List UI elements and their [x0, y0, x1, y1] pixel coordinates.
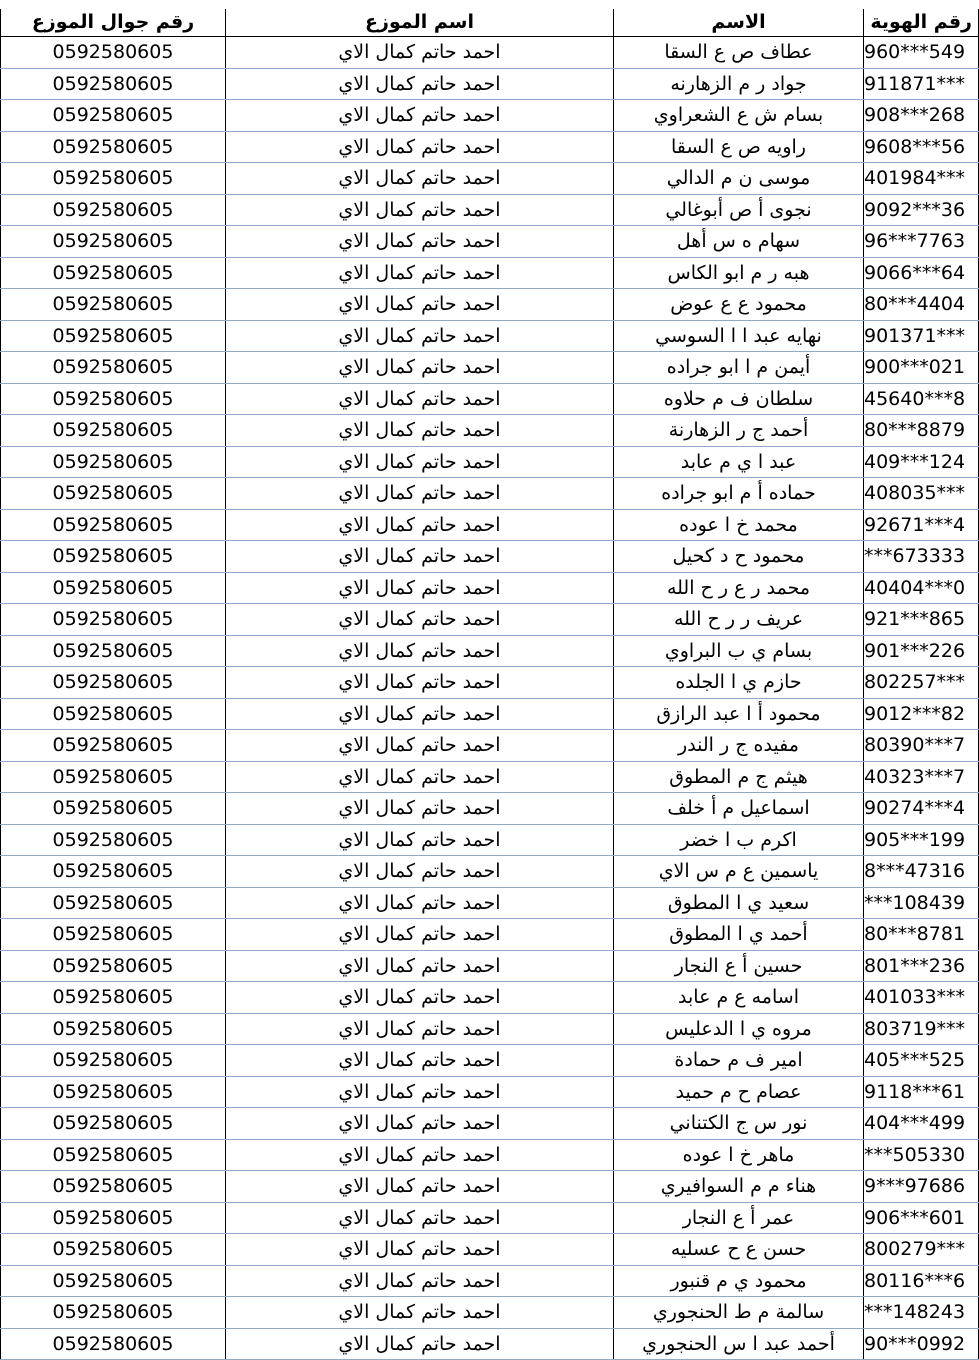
cell-name: موسى ن م الدالي [614, 163, 864, 195]
cell-phone: 0592580605 [1, 1297, 226, 1329]
cell-distributor: احمد حاتم كمال الاي [226, 1171, 614, 1203]
table-row [1, 604, 979, 636]
cell-distributor: احمد حاتم كمال الاي [226, 572, 614, 604]
table-header [1, 9, 979, 37]
cell-id: 9118***61 [864, 1076, 979, 1108]
cell-phone: 0592580605 [1, 604, 226, 636]
cell-name: سعيد ي ا المطوق [614, 887, 864, 919]
cell-id: ***108439 [864, 887, 979, 919]
cell-id: 90***0992 [864, 1328, 979, 1360]
beneficiaries-table [0, 9, 979, 1360]
cell-name: حماده أ م ابو جراده [614, 478, 864, 510]
cell-distributor: احمد حاتم كمال الاي [226, 793, 614, 825]
cell-name: أحمد عبد ا س الحنجوري [614, 1328, 864, 1360]
cell-distributor: احمد حاتم كمال الاي [226, 320, 614, 352]
table-row [1, 887, 979, 919]
cell-phone: 0592580605 [1, 730, 226, 762]
cell-id: 911871*** [864, 68, 979, 100]
cell-phone: 0592580605 [1, 635, 226, 667]
table-row [1, 415, 979, 447]
cell-phone: 0592580605 [1, 383, 226, 415]
cell-id: 405***525 [864, 1045, 979, 1077]
cell-distributor: احمد حاتم كمال الاي [226, 257, 614, 289]
cell-id: 803719*** [864, 1013, 979, 1045]
table-row [1, 257, 979, 289]
cell-distributor: احمد حاتم كمال الاي [226, 667, 614, 699]
cell-id: 9012***82 [864, 698, 979, 730]
cell-id: 908***268 [864, 100, 979, 132]
cell-phone: 0592580605 [1, 289, 226, 321]
cell-id: 9608***56 [864, 131, 979, 163]
cell-distributor: احمد حاتم كمال الاي [226, 131, 614, 163]
cell-phone: 0592580605 [1, 194, 226, 226]
table-row [1, 1108, 979, 1140]
cell-id: 906***601 [864, 1202, 979, 1234]
table-row [1, 824, 979, 856]
table-row [1, 100, 979, 132]
header-name: الاسم [614, 9, 864, 37]
table-row [1, 289, 979, 321]
cell-name: جواد ر م الزهارنه [614, 68, 864, 100]
table-row [1, 1202, 979, 1234]
table-row [1, 761, 979, 793]
cell-distributor: احمد حاتم كمال الاي [226, 698, 614, 730]
table-row [1, 667, 979, 699]
cell-distributor: احمد حاتم كمال الاي [226, 68, 614, 100]
table-row [1, 1045, 979, 1077]
table-row [1, 635, 979, 667]
cell-name: سلطان ف م حلاوه [614, 383, 864, 415]
cell-phone: 0592580605 [1, 257, 226, 289]
cell-name: مروه ي ا الدعليس [614, 1013, 864, 1045]
cell-id: 80***8781 [864, 919, 979, 951]
cell-id: 801***236 [864, 950, 979, 982]
cell-name: اكرم ب ا خضر [614, 824, 864, 856]
cell-distributor: احمد حاتم كمال الاي [226, 478, 614, 510]
cell-name: محمود ع ع عوض [614, 289, 864, 321]
cell-distributor: احمد حاتم كمال الاي [226, 604, 614, 636]
table-row [1, 194, 979, 226]
cell-phone: 0592580605 [1, 1076, 226, 1108]
cell-id: 96***7763 [864, 226, 979, 258]
cell-distributor: احمد حاتم كمال الاي [226, 887, 614, 919]
cell-distributor: احمد حاتم كمال الاي [226, 383, 614, 415]
cell-id: 401033*** [864, 982, 979, 1014]
cell-phone: 0592580605 [1, 478, 226, 510]
cell-distributor: احمد حاتم كمال الاي [226, 352, 614, 384]
cell-name: عطاف ص ع السقا [614, 37, 864, 69]
cell-name: ياسمين ع م س الاي [614, 856, 864, 888]
cell-phone: 0592580605 [1, 541, 226, 573]
cell-id: 409***124 [864, 446, 979, 478]
cell-phone: 0592580605 [1, 698, 226, 730]
cell-phone: 0592580605 [1, 1265, 226, 1297]
cell-phone: 0592580605 [1, 572, 226, 604]
cell-id: 45640***8 [864, 383, 979, 415]
cell-phone: 0592580605 [1, 919, 226, 951]
cell-phone: 0592580605 [1, 950, 226, 982]
cell-name: نجوى أ ص أبوغالي [614, 194, 864, 226]
table-row [1, 1171, 979, 1203]
cell-name: بسام ش ع الشعراوي [614, 100, 864, 132]
cell-phone: 0592580605 [1, 446, 226, 478]
cell-name: أيمن م ا ابو جراده [614, 352, 864, 384]
cell-distributor: احمد حاتم كمال الاي [226, 194, 614, 226]
cell-name: محمد خ ا عوده [614, 509, 864, 541]
header-row [1, 9, 979, 37]
cell-name: محمود ح د كحيل [614, 541, 864, 573]
cell-distributor: احمد حاتم كمال الاي [226, 982, 614, 1014]
table-row [1, 37, 979, 69]
header-phone: رقم جوال الموزع [1, 9, 226, 37]
cell-id: 401984*** [864, 163, 979, 195]
table-row [1, 320, 979, 352]
cell-phone: 0592580605 [1, 1202, 226, 1234]
cell-distributor: احمد حاتم كمال الاي [226, 1202, 614, 1234]
cell-phone: 0592580605 [1, 761, 226, 793]
cell-id: 901371*** [864, 320, 979, 352]
cell-phone: 0592580605 [1, 68, 226, 100]
cell-phone: 0592580605 [1, 415, 226, 447]
cell-phone: 0592580605 [1, 163, 226, 195]
cell-name: حسن ع ح عسليه [614, 1234, 864, 1266]
table-row [1, 68, 979, 100]
cell-distributor: احمد حاتم كمال الاي [226, 856, 614, 888]
cell-name: عبد ا ي م عابد [614, 446, 864, 478]
table-row [1, 793, 979, 825]
cell-distributor: احمد حاتم كمال الاي [226, 824, 614, 856]
cell-distributor: احمد حاتم كمال الاي [226, 950, 614, 982]
cell-id: 900***021 [864, 352, 979, 384]
cell-name: مفيده ج ر الندر [614, 730, 864, 762]
cell-id: 9092***36 [864, 194, 979, 226]
table-row [1, 1013, 979, 1045]
cell-id: ***505330 [864, 1139, 979, 1171]
cell-id: 40323***7 [864, 761, 979, 793]
cell-phone: 0592580605 [1, 793, 226, 825]
cell-distributor: احمد حاتم كمال الاي [226, 1328, 614, 1360]
cell-phone: 0592580605 [1, 667, 226, 699]
cell-phone: 0592580605 [1, 131, 226, 163]
cell-id: 905***199 [864, 824, 979, 856]
table-row [1, 950, 979, 982]
cell-id: 80390***7 [864, 730, 979, 762]
cell-distributor: احمد حاتم كمال الاي [226, 1013, 614, 1045]
cell-name: عصام ح م حميد [614, 1076, 864, 1108]
cell-name: عمر أ ع النجار [614, 1202, 864, 1234]
table-row [1, 698, 979, 730]
cell-distributor: احمد حاتم كمال الاي [226, 541, 614, 573]
cell-phone: 0592580605 [1, 100, 226, 132]
cell-id: 92671***4 [864, 509, 979, 541]
cell-name: نور س ج الكتناني [614, 1108, 864, 1140]
table-body [1, 37, 979, 1360]
cell-phone: 0592580605 [1, 352, 226, 384]
table-row [1, 352, 979, 384]
table-row [1, 131, 979, 163]
cell-phone: 0592580605 [1, 37, 226, 69]
cell-distributor: احمد حاتم كمال الاي [226, 1108, 614, 1140]
cell-id: 80***4404 [864, 289, 979, 321]
cell-phone: 0592580605 [1, 320, 226, 352]
table-row [1, 226, 979, 258]
cell-id: 960***549 [864, 37, 979, 69]
cell-name: سهام ه س أهل [614, 226, 864, 258]
table-row [1, 541, 979, 573]
cell-distributor: احمد حاتم كمال الاي [226, 1234, 614, 1266]
cell-distributor: احمد حاتم كمال الاي [226, 509, 614, 541]
cell-name: سالمة م ط الحنجوري [614, 1297, 864, 1329]
cell-name: أحمد ج ر الزهارنة [614, 415, 864, 447]
cell-id: 404***499 [864, 1108, 979, 1140]
cell-phone: 0592580605 [1, 1171, 226, 1203]
cell-distributor: احمد حاتم كمال الاي [226, 1265, 614, 1297]
cell-distributor: احمد حاتم كمال الاي [226, 1045, 614, 1077]
cell-id: 8***47316 [864, 856, 979, 888]
cell-name: هيثم ج م المطوق [614, 761, 864, 793]
header-id: رقم الهوية [864, 9, 979, 37]
cell-name: اسماعيل م أ خلف [614, 793, 864, 825]
cell-distributor: احمد حاتم كمال الاي [226, 446, 614, 478]
cell-distributor: احمد حاتم كمال الاي [226, 37, 614, 69]
cell-name: اسامه ع م عابد [614, 982, 864, 1014]
header-distributor: اسم الموزع [226, 9, 614, 37]
table-row [1, 1265, 979, 1297]
cell-name: حازم ي ا الجلده [614, 667, 864, 699]
cell-phone: 0592580605 [1, 1234, 226, 1266]
table-row [1, 509, 979, 541]
cell-phone: 0592580605 [1, 1013, 226, 1045]
cell-distributor: احمد حاتم كمال الاي [226, 415, 614, 447]
cell-id: ***148243 [864, 1297, 979, 1329]
table-row [1, 1076, 979, 1108]
table-row [1, 1139, 979, 1171]
table-row [1, 446, 979, 478]
cell-name: نهايه عبد ا ا السوسي [614, 320, 864, 352]
cell-id: 800279*** [864, 1234, 979, 1266]
cell-id: ***673333 [864, 541, 979, 573]
table-row [1, 1297, 979, 1329]
cell-phone: 0592580605 [1, 1045, 226, 1077]
table-row [1, 982, 979, 1014]
cell-phone: 0592580605 [1, 982, 226, 1014]
cell-id: 408035*** [864, 478, 979, 510]
cell-id: 802257*** [864, 667, 979, 699]
cell-phone: 0592580605 [1, 1139, 226, 1171]
cell-name: أحمد ي ا المطوق [614, 919, 864, 951]
table-row [1, 572, 979, 604]
cell-distributor: احمد حاتم كمال الاي [226, 1076, 614, 1108]
cell-name: محمود أ ا عبد الرازق [614, 698, 864, 730]
cell-phone: 0592580605 [1, 824, 226, 856]
table-row [1, 478, 979, 510]
cell-distributor: احمد حاتم كمال الاي [226, 1139, 614, 1171]
cell-phone: 0592580605 [1, 509, 226, 541]
cell-id: 901***226 [864, 635, 979, 667]
cell-phone: 0592580605 [1, 226, 226, 258]
cell-phone: 0592580605 [1, 1108, 226, 1140]
cell-id: 90274***4 [864, 793, 979, 825]
cell-name: بسام ي ب البراوي [614, 635, 864, 667]
table-row [1, 1328, 979, 1360]
cell-phone: 0592580605 [1, 1328, 226, 1360]
cell-name: عريف ر ر ح الله [614, 604, 864, 636]
table-row [1, 856, 979, 888]
cell-distributor: احمد حاتم كمال الاي [226, 289, 614, 321]
cell-id: 921***865 [864, 604, 979, 636]
cell-id: 80***8879 [864, 415, 979, 447]
cell-name: امير ف م حمادة [614, 1045, 864, 1077]
cell-distributor: احمد حاتم كمال الاي [226, 635, 614, 667]
cell-distributor: احمد حاتم كمال الاي [226, 1297, 614, 1329]
cell-name: محمود ي م قنبور [614, 1265, 864, 1297]
table-row [1, 730, 979, 762]
cell-id: 9066***64 [864, 257, 979, 289]
cell-name: هبه ر م ابو الكاس [614, 257, 864, 289]
cell-id: 80116***6 [864, 1265, 979, 1297]
cell-phone: 0592580605 [1, 887, 226, 919]
cell-distributor: احمد حاتم كمال الاي [226, 730, 614, 762]
table-row [1, 919, 979, 951]
cell-phone: 0592580605 [1, 856, 226, 888]
table-row [1, 383, 979, 415]
cell-name: ماهر خ ا عوده [614, 1139, 864, 1171]
cell-distributor: احمد حاتم كمال الاي [226, 226, 614, 258]
cell-distributor: احمد حاتم كمال الاي [226, 163, 614, 195]
table-row [1, 163, 979, 195]
cell-id: 9***97686 [864, 1171, 979, 1203]
cell-distributor: احمد حاتم كمال الاي [226, 919, 614, 951]
cell-name: راويه ص ع السقا [614, 131, 864, 163]
table-row [1, 1234, 979, 1266]
cell-distributor: احمد حاتم كمال الاي [226, 761, 614, 793]
cell-distributor: احمد حاتم كمال الاي [226, 100, 614, 132]
cell-id: 40404***0 [864, 572, 979, 604]
cell-name: محمد ر ع ر ح الله [614, 572, 864, 604]
cell-name: حسين أ ع النجار [614, 950, 864, 982]
cell-name: هناء م م السوافيري [614, 1171, 864, 1203]
